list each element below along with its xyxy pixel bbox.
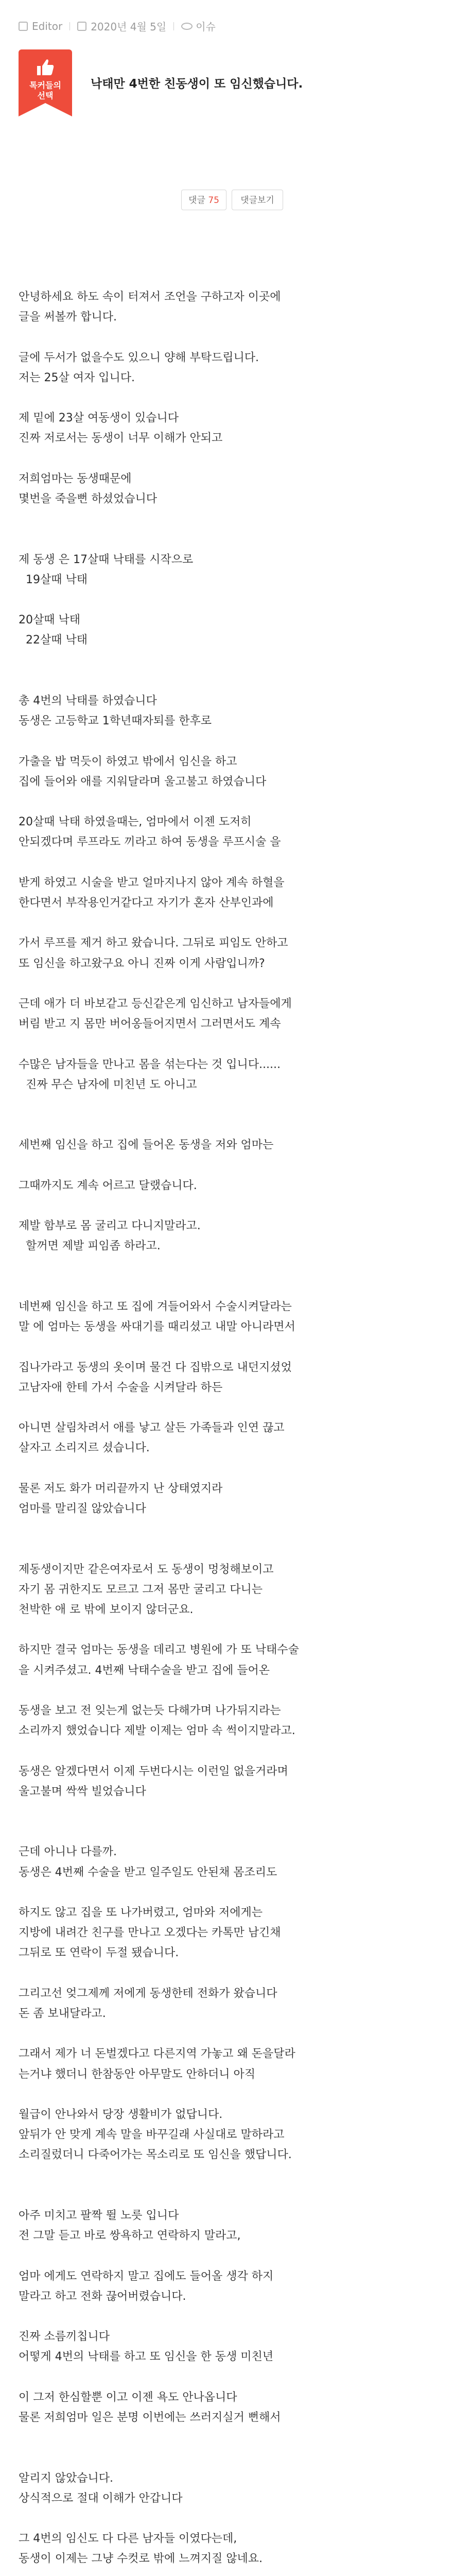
body-line: 그뒤로 또 연락이 두절 됐습니다. xyxy=(19,1946,179,1959)
body-line: 글에 두서가 없을수도 있으니 양해 부탁드립니다. xyxy=(19,351,259,364)
body-line: 제 밑에 23살 여동생이 있습니다 xyxy=(19,412,179,425)
body-line: 아주 미치고 팔짝 뛸 노릇 입니다 xyxy=(19,2209,179,2222)
body-line: 말 에 엄마는 동생을 싸대기를 때리셨고 내말 아니라면서 xyxy=(19,1320,295,1333)
body-line: 세번째 임신을 하고 집에 들어온 동생을 저와 엄마는 xyxy=(19,1139,274,1151)
body-line: 가서 루프를 제거 하고 왔습니다. 그뒤로 피임도 안하고 xyxy=(19,937,288,950)
body-line: 근데 아니나 다를까. xyxy=(19,1845,117,1858)
body-line: 전 그말 듣고 바로 쌍욕하고 연락하지 말라고, xyxy=(19,2229,241,2242)
body-line: 또 임신을 하고왔구요 아니 진짜 이게 사람입니까? xyxy=(19,957,265,970)
body-line: 제 동생 은 17살때 낙태를 시작으로 xyxy=(19,553,194,566)
body-line: 안되겠다며 루프라도 끼라고 하여 동생을 루프시술 을 xyxy=(19,836,281,849)
body-line: 집에 들어와 애를 지워달라며 울고불고 하였습니다 xyxy=(19,775,267,788)
body-line: 아니면 살림차려서 애를 낳고 살든 가족들과 인연 끊고 xyxy=(19,1421,285,1434)
badge-line-2: 선택 xyxy=(37,91,54,100)
body-line: 네번째 임신을 하고 또 집에 겨들어와서 수술시켜달라는 xyxy=(19,1300,292,1313)
user-icon xyxy=(19,22,28,31)
body-line: 19살때 낙태 xyxy=(26,573,88,586)
body-line: 가출을 밥 먹듯이 하였고 밖에서 임신을 하고 xyxy=(19,755,237,768)
body-line: 버림 받고 지 몸만 버어옹들어지면서 그러면서도 계속 xyxy=(19,1018,281,1030)
body-line: 그래서 제가 너 돈벌겠다고 다른지역 가놓고 왜 돈을달라 xyxy=(19,2047,295,2060)
post-category: 이슈 xyxy=(196,21,216,33)
body-line: 글을 써볼까 합니다. xyxy=(19,311,117,324)
body-line: 울고불며 싹싹 빌었습니다 xyxy=(19,1785,146,1798)
body-line: 그리고선 엊그제께 저에게 동생한테 전화가 왔습니다 xyxy=(19,1987,277,2000)
body-line: 근데 애가 더 바보같고 등신같은게 임신하고 남자들에게 xyxy=(19,997,292,1010)
body-line: 을 시켜주셨고. 4번째 낙태수술을 받고 집에 들어온 xyxy=(19,1664,270,1677)
comments-button[interactable] xyxy=(181,190,226,210)
body-line: 엄마 에게도 연락하지 말고 집에도 들어올 생각 하지 xyxy=(19,2270,274,2283)
body-line: 받게 하였고 시술을 받고 얼마지나지 않아 계속 하혈을 xyxy=(19,876,285,889)
body-line: 고남자애 한테 가서 수술을 시켜달라 하든 xyxy=(19,1381,223,1394)
divider xyxy=(173,22,174,30)
body-line: 진짜 저로서는 동생이 너무 이해가 안되고 xyxy=(19,432,223,445)
divider xyxy=(69,22,70,30)
post-title: 낙태만 4번한 친동생이 또 임신했습니다. xyxy=(91,77,303,91)
calendar-icon xyxy=(77,22,86,31)
body-line: 알리지 않았습니다. xyxy=(19,2472,114,2485)
body-line: 동생은 4번째 수술을 받고 일주일도 안된채 몸조리도 xyxy=(19,1866,277,1879)
body-line: 그때까지도 계속 어르고 달랬습니다. xyxy=(19,1179,197,1192)
comments-label: 댓글 xyxy=(188,195,205,206)
body-line: 자기 몸 귀한지도 모르고 그저 몸만 굴리고 다니는 xyxy=(19,1583,263,1596)
body-line: 몇번을 죽을뻔 하셨었습니다 xyxy=(19,493,158,505)
body-line: 진짜 소름끼칩니다 xyxy=(19,2330,110,2343)
view-comments-label: 댓글보기 xyxy=(240,195,274,206)
post-meta xyxy=(19,19,216,33)
thumbs-up-icon xyxy=(35,57,56,77)
body-line: 천박한 애 로 밖에 보이지 않더군요. xyxy=(19,1603,194,1616)
body-line: 하지도 않고 집을 또 나가버렸고, 엄마와 저에게는 xyxy=(19,1906,263,1919)
body-line: 20살때 낙태 xyxy=(19,614,80,626)
body-line: 살자고 소리지르 셨습니다. xyxy=(19,1442,150,1454)
body-line: 할꺼면 제발 피임좀 하라고. xyxy=(26,1240,161,1252)
body-line: 한다면서 부작용인거같다고 자기가 혼자 산부인과에 xyxy=(19,896,274,909)
body-line: 이 그저 한심할뿐 이고 이젠 욕도 안나옵니다 xyxy=(19,2391,237,2404)
body-line: 집나가라고 동생의 옷이며 물건 다 집밖으로 내던지셨었 xyxy=(19,1361,292,1374)
body-line: 제발 함부로 몸 굴리고 다니지말라고. xyxy=(19,1219,201,1232)
body-line: 총 4번의 낙태를 하였습니다 xyxy=(19,694,157,707)
body-line: 20살때 낙태 하였을때는, 엄마에서 이젠 도저히 xyxy=(19,816,252,828)
author-name: Editor xyxy=(32,20,63,32)
body-line: 돈 좀 보내달라고. xyxy=(19,2007,106,2020)
badge-line-1: 톡커들의 xyxy=(29,80,61,90)
pick-badge xyxy=(19,49,72,122)
body-line: 소리질렀더니 다죽어가는 목소리로 또 임신을 했답니다. xyxy=(19,2148,292,2161)
body-line: 엄마를 말리질 않았습니다 xyxy=(19,1502,146,1515)
view-comments-button[interactable] xyxy=(232,190,283,210)
body-line: 상식적으로 절대 이해가 안갑니다 xyxy=(19,2492,183,2505)
body-line: 물론 저희엄마 일은 분명 이번에는 쓰러지실거 뻔해서 xyxy=(19,2411,281,2424)
body-line: 동생이 이제는 그냥 수컷로 밖에 느껴지질 않네요. xyxy=(19,2552,263,2565)
body-line: 저희엄마는 동생때문에 xyxy=(19,472,132,485)
body-line: 하지만 결국 엄마는 동생을 데리고 병원에 가 또 낙태수술 xyxy=(19,1643,299,1656)
body-line: 안녕하세요 하도 속이 터져서 조언을 구하고자 이곳에 xyxy=(19,291,281,303)
body-line: 물론 저도 화가 머리끝까지 난 상태였지라 xyxy=(19,1482,223,1495)
post-header xyxy=(0,45,453,128)
comments-count: 75 xyxy=(208,195,219,206)
body-line: 그 4번의 임신도 다 다른 남자들 이였다는데, xyxy=(19,2532,237,2545)
body-line: 말라고 하고 전화 끊어버렸습니다. xyxy=(19,2290,186,2303)
body-line: 수많은 남자들을 만나고 몸을 섞는다는 것 입니다...... xyxy=(19,1058,281,1071)
body-line: 는거냐 했더니 한참동안 아무말도 안하더니 아직 xyxy=(19,2068,256,2081)
post-date: 2020년 4월 5일 xyxy=(91,21,167,33)
body-line: 저는 25살 여자 입니다. xyxy=(19,371,135,384)
body-line: 동생은 고등학교 1학년때자퇴를 한후로 xyxy=(19,715,212,727)
body-line: 어떻게 4번의 낙태를 하고 또 임신을 한 동생 미친년 xyxy=(19,2350,273,2363)
body-line: 월급이 안나와서 당장 생활비가 없답니다. xyxy=(19,2108,223,2121)
body-line: 제동생이지만 같은여자로서 도 동생이 멍청해보이고 xyxy=(19,1563,274,1576)
eye-icon xyxy=(181,23,193,30)
body-line: 지방에 내려간 친구를 만나고 오겠다는 카톡만 남긴채 xyxy=(19,1926,281,1939)
body-line: 진짜 무슨 남자에 미친년 도 아니고 xyxy=(26,1078,197,1091)
body-line: 소리까지 했었습니다 제발 이제는 엄마 속 썩이지말라고. xyxy=(19,1724,295,1737)
body-line: 동생을 보고 전 잊는게 없는듯 다해가며 나가뒤지라는 xyxy=(19,1704,281,1717)
body-line: 앞뒤가 안 맞게 계속 말을 바꾸길래 사실대로 말하라고 xyxy=(19,2128,285,2141)
body-line: 22살때 낙태 xyxy=(26,634,88,647)
body-line: 동생은 알겠다면서 이제 두번다시는 이런일 없을거라며 xyxy=(19,1765,288,1778)
